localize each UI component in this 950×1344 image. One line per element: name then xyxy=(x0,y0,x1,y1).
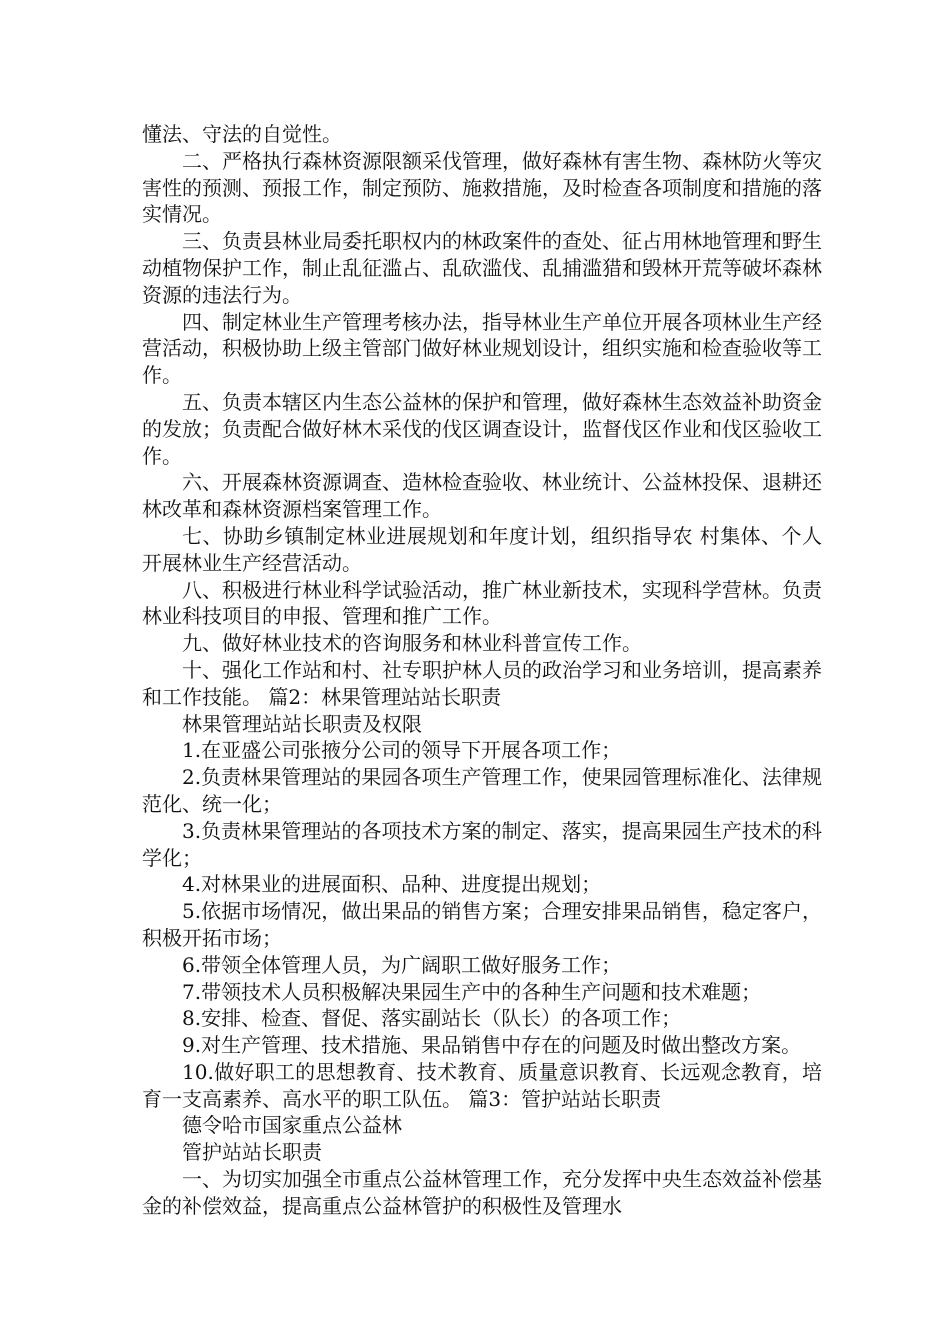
section-heading: 林果管理站站长职责及权限 xyxy=(182,711,422,736)
paragraph: 三、负责县林业局委托职权内的林政案件的查处、征占用林地管理和野生动植物保护工作，制止乱征滥占、乱砍滥伐、乱捕滥猎和毁林开荒等破坏森林资源的违法行为。 xyxy=(142,229,822,307)
list-item: 5.依据市场情况，做出果品的销售方案；合理安排果品销售，稳定客户，积极开拓市场； xyxy=(142,899,822,950)
list-item: 4.对林果业的进展面积、品种、进度提出规划； xyxy=(182,872,602,897)
list-item: 1.在亚盛公司张掖分公司的领导下开展各项工作； xyxy=(182,738,622,763)
list-item: 9.对生产管理、技术措施、果品销售中存在的问题及时做出整改方案。 xyxy=(182,1033,802,1058)
paragraph: 懂法、守法的自觉性。 xyxy=(142,122,342,146)
document-body xyxy=(142,121,822,1220)
paragraph: 一、为切实加强全市重点公益林管理工作，充分发挥中央生态效益补偿基金的补偿效益，提高重点公益林管护的积极性及管理水 xyxy=(142,1167,822,1218)
paragraph: 十、强化工作站和村、社专职护林人员的政治学习和业务培训，提高素养和工作技能。 篇2：林果管理站站长职责 xyxy=(142,657,822,709)
list-item: 3.负责林果管理站的各项技术方案的制定、落实，提高果园生产技术的科学化； xyxy=(142,818,822,870)
paragraph: 四、制定林业生产管理考核办法，指导林业生产单位开展各项林业生产经营活动，积极协助上级主管部门做好林业规划设计，组织实施和检查验收等工作。 xyxy=(142,309,822,388)
list-item: 10.做好职工的思想教育、技术教育、质量意识教育、长远观念教育，培育一支高素养、高水平的职工队伍。 篇3：管护站站长职责 xyxy=(142,1059,822,1111)
paragraph: 六、开展森林资源调查、造林检查验收、林业统计、公益林投保、退耕还林改革和森林资源档案管理工作。 xyxy=(142,470,822,522)
paragraph: 八、积极进行林业科学试验活动，推广林业新技术，实现科学营林。负责林业科技项目的申报、管理和推广工作。 xyxy=(142,577,822,629)
paragraph: 九、做好林业技术的咨询服务和林业科普宣传工作。 xyxy=(182,631,642,656)
section-heading: 管护站站长职责 xyxy=(182,1140,322,1165)
section-heading: 德令哈市国家重点公益林 xyxy=(182,1113,402,1138)
list-item: 2.负责林果管理站的果园各项生产管理工作，使果园管理标准化、法律规范化、统一化； xyxy=(142,765,822,816)
list-item: 7.带领技术人员积极解决果园生产中的各种生产问题和技术难题； xyxy=(182,979,762,1004)
paragraph: 七、协助乡镇制定林业进展规划和年度计划，组织指导农 村集体、个人开展林业生产经营活动。 xyxy=(142,523,822,575)
list-item: 8.安排、检查、督促、落实副站长（队长）的各项工作； xyxy=(182,1006,682,1031)
paragraph: 二、严格执行森林资源限额采伐管理，做好森林有害生物、森林防火等灾害性的预测、预报工作，制定预防、施救措施，及时检查各项制度和措施的落实情况。 xyxy=(142,148,822,227)
list-item: 6.带领全体管理人员，为广阔职工做好服务工作； xyxy=(182,952,622,977)
paragraph: 五、负责本辖区内生态公益林的保护和管理，做好森林生态效益补助资金的发放；负责配合做好林木采伐的伐区调查设计，监督伐区作业和伐区验收工作。 xyxy=(142,389,822,468)
